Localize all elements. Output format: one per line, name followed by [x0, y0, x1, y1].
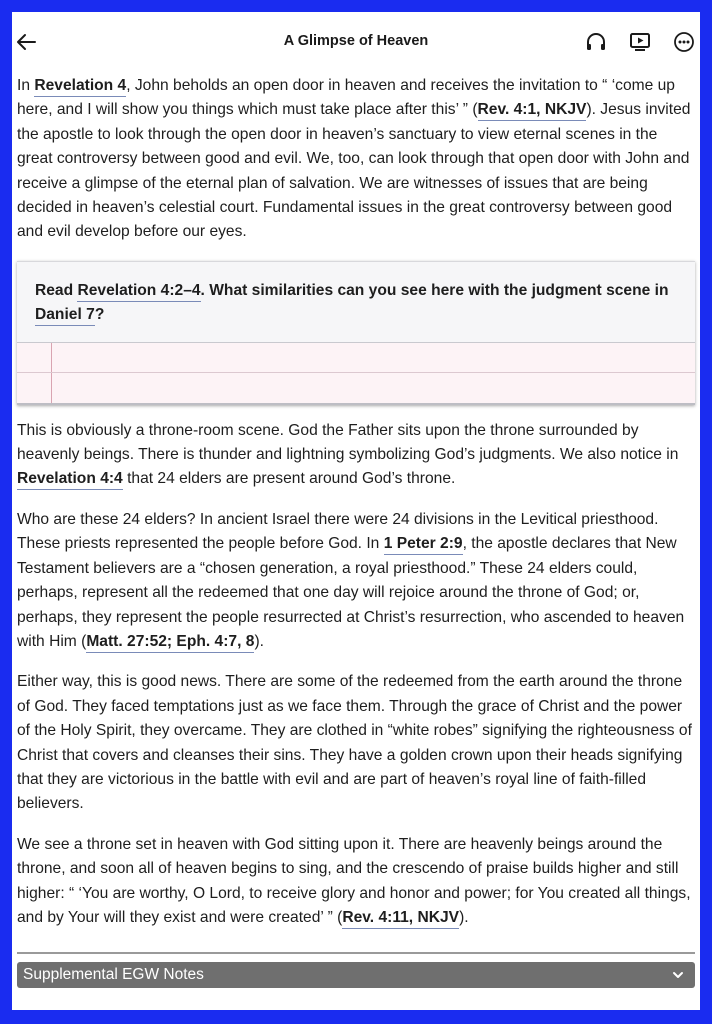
paragraph-intro — [17, 74, 697, 245]
text-span: , the apostle declares that New Testament believers are a “chosen generation, a royal priesthood.” These 24 elders could, perhaps, represent all the redeemed that one day will rejoice around the throne of God; or, perhaps, they represent the people resurrected at Christ’s resurrection, who ascended to heaven with Him ( — [17, 535, 685, 650]
supplemental-notes-toggle[interactable] — [17, 962, 695, 988]
question-card — [17, 261, 695, 405]
scripture-link[interactable]: Revelation 4:4 — [17, 470, 123, 490]
lesson-content — [17, 74, 697, 946]
supplemental-notes-label: Supplemental EGW Notes — [23, 966, 204, 983]
divider — [17, 403, 695, 405]
paragraph-throne-room — [17, 419, 697, 492]
text-span: This is obviously a throne-room scene. God the Father sits upon the throne surrounded by heavenly beings. There is thunder and lightning symbolizing God’s judgments. We also notice in — [17, 421, 679, 464]
text-span: ). Jesus invited the apostle to look through the open door in heaven’s sanctuary to view eternal scenes in the great controversy between good and evil. We, too, can look through that open door with John and receive a glimpse of the eternal plan of salvation. We are witnesses of issues that are being decided in heaven’s celestial court. Fundamental issues in the great controversy between good and evil develop before our eyes. — [17, 101, 691, 241]
notes-rule — [17, 372, 695, 373]
video-button[interactable] — [628, 30, 652, 54]
text-span: ). — [254, 632, 264, 650]
notes-margin-line — [51, 343, 52, 403]
scripture-link[interactable]: Rev. 4:11, NKJV — [342, 909, 459, 929]
more-options-button[interactable] — [672, 30, 696, 54]
text-span: In — [17, 77, 35, 94]
scripture-link[interactable]: Daniel 7 — [35, 306, 95, 326]
text-span: . What similarities can you see here with the judgment scene in — [200, 281, 669, 299]
text-span: Who are these 24 elders? In ancient Israel there were 24 divisions in the Levitical priesthood. These priests represented the people before God. In — [17, 510, 659, 553]
paragraph-throne-praise — [17, 833, 697, 931]
scripture-link[interactable]: 1 Peter 2:9 — [384, 535, 463, 555]
play-screen-icon — [628, 30, 652, 54]
chevron-down-icon — [671, 968, 685, 982]
arrow-left-icon — [14, 29, 40, 55]
audio-button[interactable] — [584, 30, 608, 54]
text-span: ? — [94, 306, 105, 324]
top-toolbar — [12, 12, 700, 74]
page-title: A Glimpse of Heaven — [283, 33, 429, 49]
more-horizontal-icon — [672, 30, 696, 54]
headphones-icon — [584, 30, 608, 54]
text-span: , John beholds an open door in heaven and receives the invitation to “ ‘come up here, and I will show you things which must take place after this’ ” ( — [17, 77, 675, 119]
text-span: ). — [459, 908, 469, 926]
scripture-link[interactable]: Revelation 4 — [34, 77, 126, 97]
divider — [17, 952, 695, 954]
text-span: that 24 elders are present around God’s throne. — [122, 470, 456, 488]
question-text — [17, 262, 695, 342]
app-window — [12, 12, 700, 1010]
scripture-link[interactable]: Rev. 4:1, NKJV — [478, 101, 587, 121]
text-span: We see a throne set in heaven with God sitting upon it. There are heavenly beings around the throne, and soon all of heaven begins to sing, and the crescendo of praise builds higher and still higher: “ ‘You are worthy, O Lord, to receive glory and honor and power; for You created all things, and by Your will they exist and were created’ ” ( — [17, 835, 691, 926]
paragraph-elders — [17, 508, 697, 654]
back-button[interactable] — [14, 29, 40, 55]
scripture-link[interactable]: Matt. 27:52; Eph. 4:7, 8 — [86, 633, 254, 653]
paragraph-good-news: Either way, this is good news. There are some of the redeemed from the earth around the throne of God. They faced temptations just as we face them. Through the grace of Christ and the power of the Holy Spirit, they overcame. They are clothed in “white robes” signifying the righteousness of Christ that covers and cleanses their sins. They have a golden crown upon their heads signifying that they are victorious in the battle with evil and are part of heaven’s royal line of faith-filled believers. — [17, 673, 692, 813]
text-span: Read — [35, 281, 78, 299]
answer-notes-field[interactable] — [17, 342, 695, 403]
scripture-link[interactable]: Revelation 4:2–4 — [77, 282, 200, 302]
